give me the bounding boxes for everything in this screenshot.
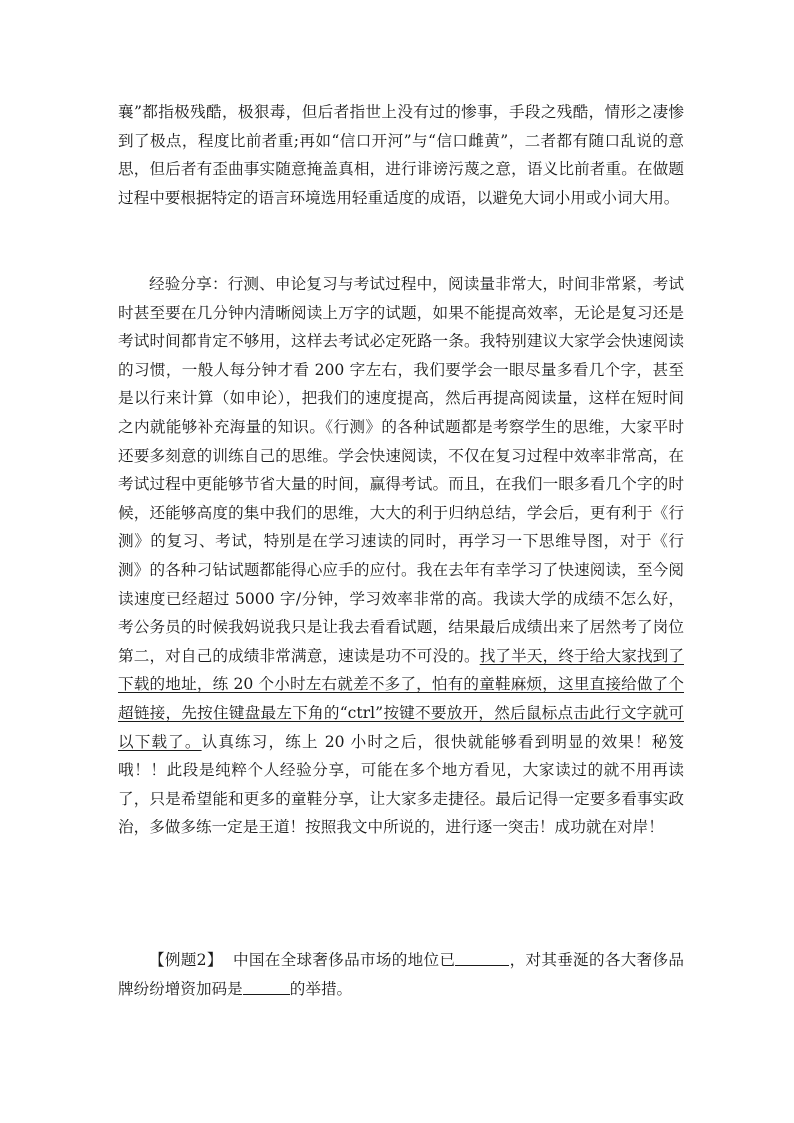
experience-text-continued: 认真练习，练上 20 小时之后，很快就能够看到明显的效果！秘笈哦！！此段是纯粹个人经验分享，可能在多个地方看见，大家读过的就不用再读了，只是希望能和更多的童鞋分享，让大家多走捷径。最后记得一定要多看事实政治，多做多练一定是王道！按照我文中所说的，进行逐一突击！成功就在对岸！: [118, 732, 684, 837]
paragraph-experience-sharing: [118, 270, 684, 842]
fill-blank-1: [455, 949, 509, 966]
example-text-part2: ，对其垂涎的各大奢侈品牌纷纷增资加码是: [118, 951, 684, 998]
download-hyperlink[interactable]: 找了半天，终于给大家找到了下载的地址，练 20 个小时左右就差不多了，怕有的童鞋麻烦，这里直接给做了个超链接，先按住键盘最左下角的“ctrl”按键不要放开，然后鼠标点击此行文字就可以下载了。: [118, 646, 684, 751]
example-text-part1: 中国在全球奢侈品市场的地位已: [232, 951, 456, 969]
fill-blank-2: [243, 978, 290, 995]
example-text-part3: 的举措。: [289, 979, 353, 998]
example-label: 【例题2】: [149, 951, 223, 969]
example-question-2: [118, 946, 684, 1003]
experience-text: 经验分享：行测、申论复习与考试过程中，阅读量非常大，时间非常紧，考试时甚至要在几分钟内清晰阅读上万字的试题，如果不能提高效率，无论是复习还是考试时间都肯定不够用，这样去考试必定死路一条。我特别建议大家学会快速阅读的习惯，一般人每分钟才看 200 字左右，我们要学会一眼尽量多看几个字，甚至是以行来计算（如申论），把我们的速度提高，然后再提高阅读量，这样在短时间之内就能够补充海量的知识。《行测》的各种试题都是考察学生的思维，大家平时还要多刻意的训练自己的思维。学会快速阅读，不仅在复习过程中效率非常高，在考试过程中更能够节省大量的时间，赢得考试。而且，在我们一眼多看几个字的时候，还能够高度的集中我们的思维，大大的利于归纳总结，学会后，更有利于《行测》的复习、考试，特别是在学习速读的同时，再学习一下思维导图，对于《行测》的各种刁钻试题都能得心应手的应付。我在去年有幸学习了快速阅读，至今阅读速度已经超过 5000 字/分钟，学习效率非常的高。我读大学的成绩不怎么好，考公务员的时候我妈说我只是让我去看看试题，结果最后成绩出来了居然考了岗位第二，对自己的成绩非常满意，速读是功不可没的。: [118, 275, 684, 665]
paragraph-idiom-explanation: 襄”都指极残酷，极狠毒，但后者指世上没有过的惨事，手段之残酷，情形之凄惨到了极点，程度比前者重;再如“信口开河”与“信口雌黄”，二者都有随口乱说的意思，但后者有歪曲事实随意掩盖真相，进行诽谤污蔑之意，语义比前者重。在做题过程中要根据特定的语言环境选用轻重适度的成语，以避免大词小用或小词大用。: [118, 103, 684, 207]
